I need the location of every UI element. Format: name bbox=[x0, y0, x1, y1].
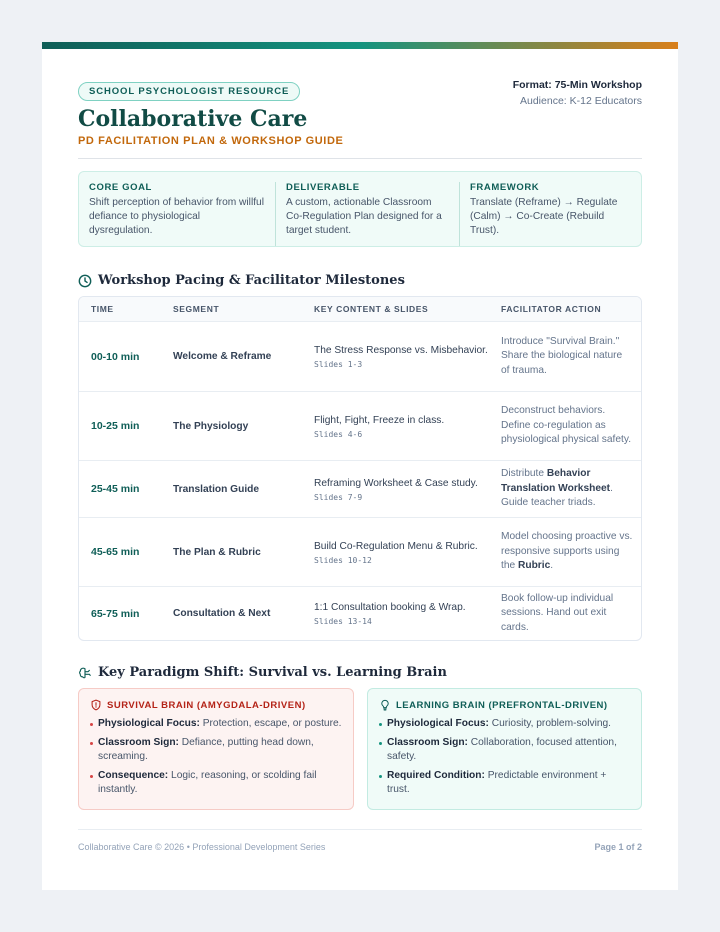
row-segment: The Plan & Rubric bbox=[173, 546, 261, 558]
row-content bbox=[314, 540, 501, 565]
header-divider bbox=[78, 158, 642, 159]
row-content bbox=[314, 477, 501, 502]
summary-heading: FRAMEWORK bbox=[470, 182, 540, 193]
survival-card-title bbox=[90, 699, 343, 711]
shield-icon bbox=[90, 699, 102, 711]
content-text: Reframing Worksheet & Case study. bbox=[314, 477, 478, 489]
list-item bbox=[90, 769, 343, 798]
resource-badge: SCHOOL PSYCHOLOGIST RESOURCE bbox=[78, 82, 300, 101]
footer-copyright: Collaborative Care © 2026 • Professional Development Series bbox=[78, 842, 326, 852]
content-text: The Stress Response vs. Misbehavior. bbox=[314, 345, 488, 356]
learning-brain-card bbox=[367, 688, 642, 810]
row-segment: Translation Guide bbox=[173, 483, 260, 495]
summary-heading: DELIVERABLE bbox=[286, 182, 360, 193]
action-text: Model choosing proactive vs. responsive supports using the bbox=[501, 531, 633, 572]
audience-text: Audience: K-12 Educators bbox=[520, 95, 642, 107]
item-text: Protection, escape, or posture. bbox=[199, 718, 342, 729]
pacing-heading-text: Workshop Pacing & Facilitator Milestones bbox=[98, 273, 405, 288]
format-text: Format: 75-Min Workshop bbox=[512, 79, 642, 91]
paradigm-heading bbox=[78, 665, 447, 680]
item-text: Collaboration, focused attention, safety. bbox=[387, 736, 617, 762]
row-time: 65-75 min bbox=[91, 607, 140, 620]
action-text: Distribute bbox=[501, 468, 547, 480]
list-item bbox=[379, 736, 631, 765]
list-item bbox=[379, 769, 631, 798]
content-text: Build Co-Regulation Menu & Rubric. bbox=[314, 540, 478, 552]
col-header-content: KEY CONTENT & SLIDES bbox=[314, 304, 429, 314]
format-info bbox=[513, 79, 642, 107]
survival-title-text: SURVIVAL BRAIN (AMYGDALA-DRIVEN) bbox=[107, 699, 306, 711]
slides-ref: Slides 10-12 bbox=[314, 555, 372, 565]
survival-brain-card bbox=[78, 688, 354, 810]
row-time: 25-45 min bbox=[91, 483, 140, 495]
row-time: 45-65 min bbox=[91, 546, 140, 558]
content-text: Flight, Fight, Freeze in class. bbox=[314, 414, 445, 426]
table-row bbox=[79, 460, 641, 517]
row-content bbox=[314, 601, 501, 626]
clock-icon bbox=[78, 274, 92, 288]
brain-icon bbox=[78, 666, 92, 680]
lightbulb-icon bbox=[379, 699, 391, 711]
item-text: Defiance, putting head down, screaming. bbox=[98, 736, 314, 762]
table-header-row bbox=[79, 297, 641, 321]
action-text: . Guide teacher triads. bbox=[501, 482, 613, 509]
slides-ref: Slides 13-14 bbox=[314, 617, 372, 626]
item-label: Physiological Focus: bbox=[387, 718, 489, 729]
page-number: Page 1 of 2 bbox=[594, 842, 642, 852]
row-segment: Consultation & Next bbox=[173, 608, 271, 619]
table-row bbox=[79, 517, 641, 586]
row-content bbox=[314, 344, 501, 369]
learning-title-text: LEARNING BRAIN (PREFRONTAL-DRIVEN) bbox=[396, 699, 608, 711]
slides-ref: Slides 1-3 bbox=[314, 360, 363, 369]
action-text: . bbox=[550, 560, 554, 572]
action-text: Book follow-up individual sessions. Hand out exit cards. bbox=[501, 592, 614, 633]
row-action bbox=[501, 592, 641, 636]
row-segment: The Physiology bbox=[173, 420, 249, 432]
table-row bbox=[79, 321, 641, 391]
row-action bbox=[501, 467, 641, 511]
document-page bbox=[42, 42, 678, 890]
summary-text: Shift perception of behavior from willful defiance to physiological dysregulation. bbox=[89, 197, 264, 236]
list-item bbox=[379, 717, 631, 732]
summary-framework bbox=[459, 182, 631, 246]
row-action bbox=[501, 335, 641, 379]
slides-ref: Slides 4-6 bbox=[314, 429, 363, 439]
content-text: 1:1 Consultation booking & Wrap. bbox=[314, 602, 466, 613]
row-content bbox=[314, 414, 501, 439]
row-time: 10-25 min bbox=[91, 420, 140, 432]
table-row bbox=[79, 391, 641, 460]
item-text: Predictable environment + trust. bbox=[387, 769, 607, 795]
pacing-heading bbox=[78, 273, 405, 288]
top-accent-bar bbox=[42, 42, 678, 49]
action-bold-text: Behavior Translation Worksheet bbox=[501, 468, 611, 494]
learning-card-title bbox=[379, 699, 631, 711]
row-time: 00-10 min bbox=[91, 350, 140, 363]
paradigm-heading-text: Key Paradigm Shift: Survival vs. Learning Brain bbox=[98, 665, 447, 680]
item-label: Physiological Focus: bbox=[98, 718, 200, 729]
pacing-table bbox=[78, 296, 642, 641]
item-label: Consequence: bbox=[98, 769, 169, 781]
row-action bbox=[501, 530, 641, 574]
table-row bbox=[79, 586, 641, 640]
summary-deliverable bbox=[275, 182, 459, 246]
action-bold-text: Rubric bbox=[518, 560, 551, 572]
page-subtitle: PD FACILITATION PLAN & WORKSHOP GUIDE bbox=[78, 135, 344, 147]
col-header-segment: SEGMENT bbox=[173, 304, 220, 314]
item-label: Classroom Sign: bbox=[98, 736, 179, 748]
row-action bbox=[501, 404, 641, 448]
page-title: Collaborative Care bbox=[78, 106, 308, 132]
col-header-action: FACILITATOR ACTION bbox=[501, 304, 602, 314]
summary-heading: CORE GOAL bbox=[89, 182, 152, 193]
slides-ref: Slides 7-9 bbox=[314, 492, 363, 502]
summary-core-goal bbox=[89, 182, 275, 246]
list-item bbox=[90, 717, 343, 732]
list-item bbox=[90, 736, 343, 765]
footer-divider bbox=[78, 829, 642, 830]
col-header-time: TIME bbox=[91, 304, 114, 314]
summary-text: A custom, actionable Classroom Co-Regulation Plan designed for a target student. bbox=[286, 197, 442, 236]
summary-text: Translate (Reframe) → Regulate (Calm) → Co-Create (Rebuild Trust). bbox=[470, 197, 618, 236]
action-text: Deconstruct behaviors. Define co-regulation as physiological physical safety. bbox=[501, 405, 632, 446]
item-label: Classroom Sign: bbox=[387, 736, 468, 748]
summary-box bbox=[78, 171, 642, 247]
item-text: Logic, reasoning, or scolding fail instantly. bbox=[98, 769, 317, 795]
row-segment: Welcome & Reframe bbox=[173, 351, 272, 362]
item-text: Curiosity, problem-solving. bbox=[488, 718, 612, 729]
item-label: Required Condition: bbox=[387, 769, 485, 781]
action-text: Introduce "Survival Brain." Share the biological nature of trauma. bbox=[501, 335, 623, 376]
